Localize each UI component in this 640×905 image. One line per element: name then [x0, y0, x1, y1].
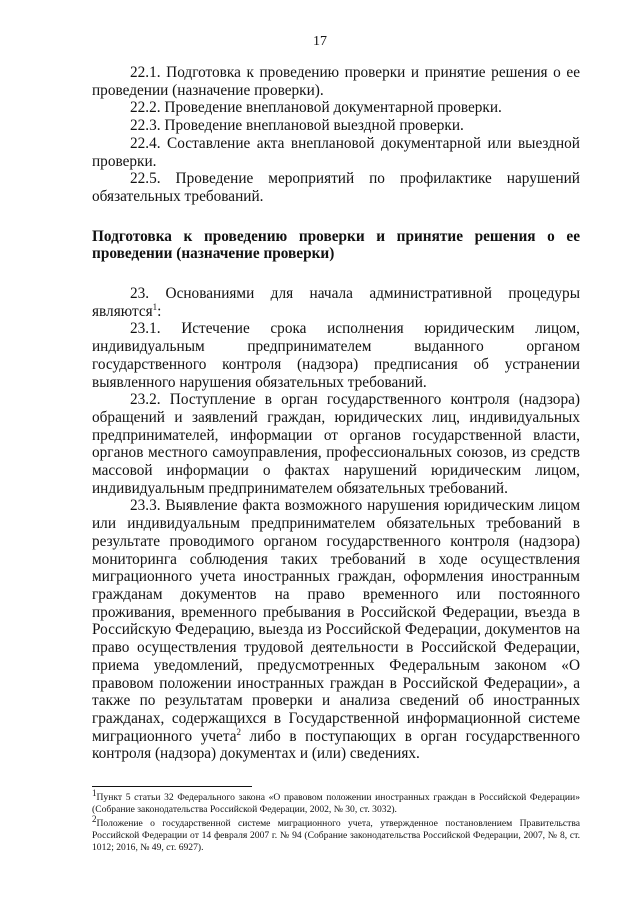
footnote-ref-2: 2	[236, 726, 241, 737]
list-item-22-3: 22.3. Проведение внеплановой выездной проверки.	[130, 117, 464, 135]
paragraph-23-1: 23.1. Истечение срока исполнения юридическим лицом, индивидуальным предпринимателем выданного органом государственного контроля (надзора) предписания об устранении выявленного нарушения обязательных требований.	[92, 320, 580, 391]
paragraph-23-2: 23.2. Поступление в орган государственного контроля (надзора) обращений и заявлений граждан, юридических лиц, индивидуальных предпринимателей, информации от органов государственной власти, органов местного самоуправления, профессиональных союзов, из средств массовой информации о фактах нарушений юридическим лицом, индивидуальным предпринимателем обязательных требований.	[92, 391, 580, 497]
footnote-1-text: Пункт 5 статьи 32 Федерального закона «О правовом положении иностранных граждан в Российской Федерации» (Собрание законодательства Российской Федерации, 2002, № 30, ст. 3032).	[92, 792, 580, 815]
document-body	[92, 64, 580, 763]
footnote-ref-1: 1	[152, 301, 158, 312]
list-item-22-2: 22.2. Проведение внеплановой документарной проверки.	[130, 99, 502, 117]
footnote-1	[92, 787, 580, 816]
paragraph-23-3-text: 23.3. Выявление факта возможного нарушения юридическим лицом или индивидуальным предпринимателем обязательных требований в результате проводимого органом государственного контроля (надзора) мониторинга соблюдения таких требований в ходе осуществления миграционного учета иностранных граждан, оформления иностранным гражданам документов на право временного или постоянного проживания, временного пребывания в Российской Федерации, въезда в Российскую Федерацию, выезда из Российской Федерации, документов на право осуществления трудовой деятельности в Российской Федерации, приема уведомлений, предусмотренных Федеральным законом «О правовом положении иностранных граждан в Российской Федерации», а также по результатам проверки и анализа сведений об иностранных гражданах, содержащихся в Государственной информационной системе миграционного учета	[92, 497, 580, 745]
footnote-mark-1: 1	[92, 787, 97, 798]
paragraph-23	[92, 285, 580, 320]
footnote-2-text: Положение о государственной системе миграционного учета, утвержденное постановлением Правительства Российской Федерации от 14 февраля 2007 г. № 94 (Собрание законодательства Российской Федерации, 2007, № 8, ст. 1012; 2016, № 49, ст. 6927).	[92, 818, 580, 853]
footnotes	[92, 787, 580, 856]
page-number: 17	[313, 34, 327, 49]
footnote-divider	[92, 786, 252, 787]
paragraph-23-3-end: либо в поступающих в орган государственного контроля (надзора) документах и (или) сведениях.	[92, 727, 581, 763]
footnote-2	[92, 813, 580, 854]
footnote-mark-2: 2	[92, 813, 97, 824]
paragraph-23-text: 23. Основаниями для начала административной процедуры являются	[92, 285, 580, 320]
section-heading: Подготовка к проведению проверки и принятие решения о ее проведении (назначение проверки)	[92, 227, 580, 263]
list-item-22-1: 22.1. Подготовка к проведению проверки и принятие решения о ее проведении (назначение проверки).	[92, 64, 580, 99]
paragraph-23-end: :	[157, 302, 162, 320]
list-item-22-5: 22.5. Проведение мероприятий по профилактике нарушений обязательных требований.	[92, 170, 580, 205]
list-item-22-4: 22.4. Составление акта внеплановой документарной или выездной проверки.	[92, 134, 580, 170]
paragraph-23-3	[92, 497, 580, 763]
